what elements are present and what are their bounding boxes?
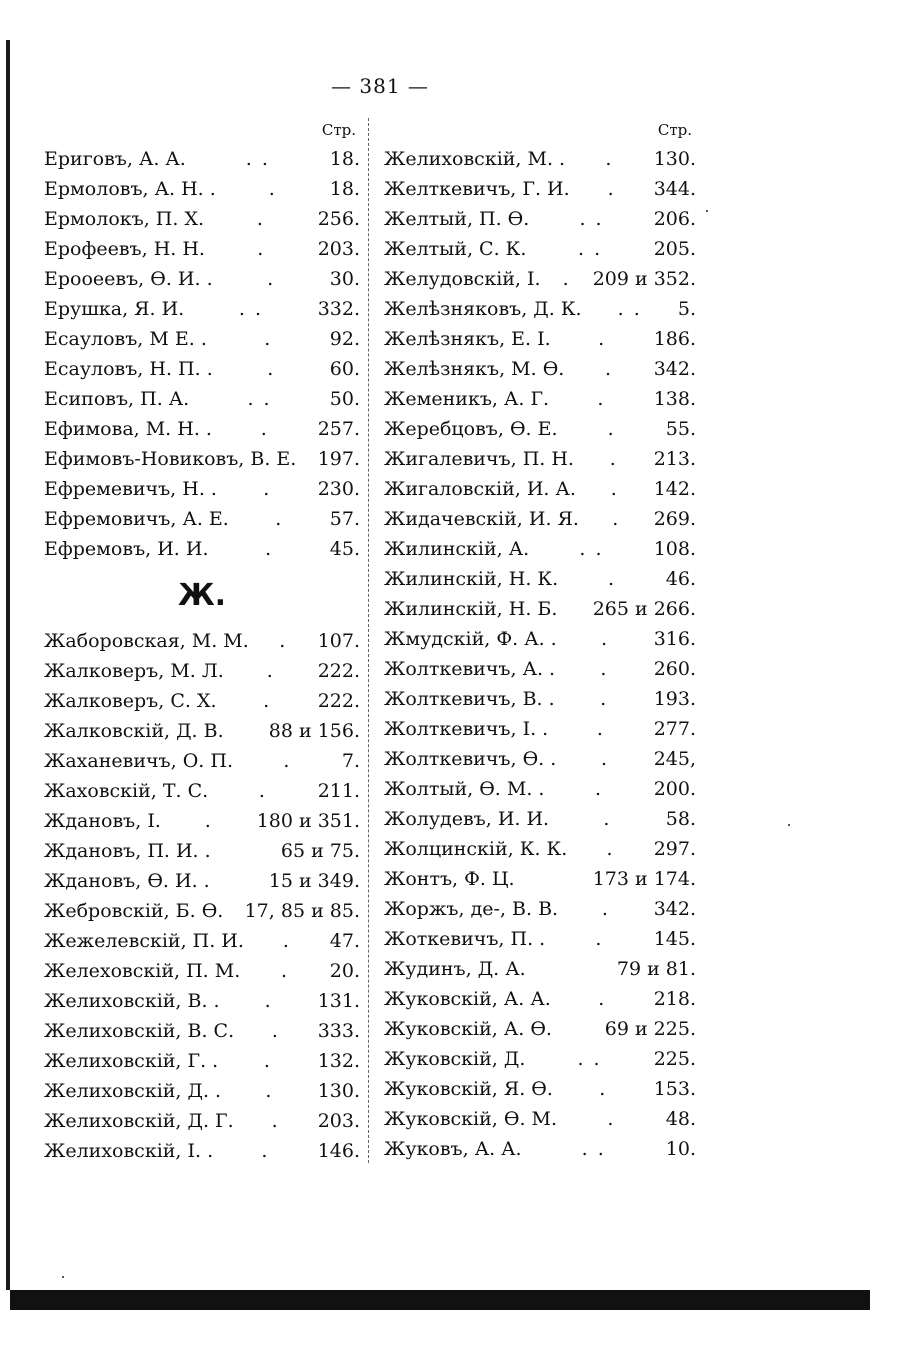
entry-leader: . <box>600 748 609 770</box>
entry-page: 211. <box>317 780 360 802</box>
index-entry <box>384 1134 696 1164</box>
entry-name: Жолткевичъ, А. . <box>384 658 556 680</box>
entry-page: 193. <box>653 688 696 710</box>
index-entry <box>384 1014 696 1044</box>
entry-leader: . <box>263 478 272 500</box>
entry-leader: . . <box>245 148 270 170</box>
entry-page: 18. <box>329 148 360 170</box>
page-left-edge <box>6 40 10 1290</box>
index-entry <box>384 174 696 204</box>
index-entry <box>384 774 696 804</box>
index-entry <box>384 1074 696 1104</box>
index-entry <box>44 264 360 294</box>
entry-page: 213. <box>653 448 696 470</box>
column-header: Стр. <box>321 121 356 139</box>
index-entry <box>384 654 696 684</box>
entry-page: 230. <box>317 478 360 500</box>
index-entry <box>384 384 696 414</box>
entry-leader: . . <box>577 238 603 260</box>
entry-page: 153. <box>653 1078 696 1100</box>
index-entry <box>44 776 360 806</box>
index-entry <box>44 444 360 474</box>
entry-leader: . <box>275 508 284 530</box>
entry-page: 50. <box>329 388 360 410</box>
entry-leader: . <box>283 750 292 772</box>
index-entry <box>44 474 360 504</box>
right-column <box>384 116 696 1164</box>
entry-name: Жеменикъ, А. Г. <box>384 388 550 410</box>
entry-leader: . <box>612 508 621 530</box>
index-entry <box>44 926 360 956</box>
entry-page: 245, <box>653 748 696 770</box>
entry-page: 256. <box>317 208 360 230</box>
index-entry <box>44 896 360 926</box>
entry-leader: . . <box>577 1048 602 1070</box>
index-list-zh <box>44 626 360 1166</box>
entry-page: 203. <box>317 238 360 260</box>
index-entry <box>44 234 360 264</box>
index-entry <box>384 504 696 534</box>
entry-name: Жуковъ, А. А. <box>384 1138 522 1160</box>
entry-page: 15 и 349. <box>268 870 360 892</box>
index-entry <box>44 324 360 354</box>
entry-leader: . <box>264 328 273 350</box>
speck <box>788 824 790 826</box>
entry-leader: . <box>604 358 614 380</box>
index-entry <box>44 174 360 204</box>
entry-name: Желеховскій, П. М. <box>44 960 241 982</box>
entry-leader: . <box>598 328 607 350</box>
entry-page: 205. <box>653 238 696 260</box>
entry-name: Жолудевъ, И. И. <box>384 808 550 830</box>
entry-name: Желиховскій, Д. . <box>44 1080 222 1102</box>
entry-page: 344. <box>653 178 696 200</box>
index-entry <box>44 204 360 234</box>
entry-page: 65 и 75. <box>280 840 360 862</box>
index-entry <box>384 204 696 234</box>
entry-leader: . . <box>581 1138 606 1160</box>
index-entry <box>44 1046 360 1076</box>
column-separator <box>368 118 373 1163</box>
index-entry <box>44 1136 360 1166</box>
entry-name: Жолтый, Ѳ. М. . <box>384 778 545 800</box>
entry-name: Есауловъ, М Е. . <box>44 328 207 350</box>
entry-name: Жаборовская, М. М. <box>44 630 249 652</box>
entry-page: 342. <box>653 358 696 380</box>
index-entry <box>44 626 360 656</box>
entry-page: 131. <box>317 990 360 1012</box>
entry-name: Есауловъ, Н. П. . <box>44 358 213 380</box>
entry-name: Жонтъ, Ф. Ц. <box>384 868 515 890</box>
entry-leader: . <box>266 660 275 682</box>
entry-leader: . <box>595 928 604 950</box>
entry-name: Жудинъ, Д. А. <box>384 958 526 980</box>
entry-name: Желиховскій, В. . <box>44 990 220 1012</box>
entry-leader: . <box>607 418 616 440</box>
entry-name: Ермоловъ, А. Н. . <box>44 178 216 200</box>
entry-name: Жуковскій, Д. <box>384 1048 526 1070</box>
entry-page: 297. <box>653 838 696 860</box>
entry-name: Жмудскій, Ф. А. . <box>384 628 557 650</box>
entry-page: 30. <box>329 268 360 290</box>
entry-leader: . . <box>579 538 604 560</box>
index-entry <box>44 656 360 686</box>
entry-leader: . <box>562 268 571 290</box>
entry-page: 186. <box>653 328 696 350</box>
entry-name: Жуковскій, А. А. <box>384 988 551 1010</box>
entry-name: Желиховскій, Г. . <box>44 1050 219 1072</box>
entry-page: 20. <box>329 960 360 982</box>
index-entry <box>384 954 696 984</box>
entry-page: 58. <box>665 808 696 830</box>
index-entry <box>384 144 696 174</box>
index-entry <box>384 564 696 594</box>
entry-leader: . <box>599 1078 608 1100</box>
entry-name: Желиховскій, Д. Г. <box>44 1110 234 1132</box>
index-entry <box>384 804 696 834</box>
entry-page: 48. <box>665 1108 696 1130</box>
entry-name: Жилинскій, А. <box>384 538 530 560</box>
entry-page: 108. <box>653 538 696 560</box>
entry-page: 209 и 352. <box>592 268 696 290</box>
entry-name: Жилинскій, Н. Б. <box>384 598 558 620</box>
entry-leader: . <box>600 658 609 680</box>
index-entry <box>44 354 360 384</box>
entry-leader: . <box>607 568 616 590</box>
entry-leader: . <box>601 628 610 650</box>
entry-page: 197. <box>317 448 360 470</box>
entry-name: Жолткевичъ, I. . <box>384 718 549 740</box>
entry-name: Жаханевичъ, О. П. <box>44 750 233 772</box>
index-entry <box>384 924 696 954</box>
entry-leader: . . <box>617 298 642 320</box>
index-entry <box>384 1104 696 1134</box>
entry-page: 79 и 81. <box>616 958 696 980</box>
entry-name: Жоткевичъ, П. . <box>384 928 546 950</box>
entry-leader: . . <box>238 298 263 320</box>
entry-name: Жуковскій, Я. Ѳ. <box>384 1078 553 1100</box>
entry-page: 46. <box>665 568 696 590</box>
entry-leader: . <box>279 630 288 652</box>
entry-name: Ерооеевъ, Ѳ. И. . <box>44 268 213 290</box>
index-entry <box>44 746 360 776</box>
entry-page: 333. <box>317 1020 360 1042</box>
page-number: — 381 — <box>331 74 429 98</box>
entry-name: Ефимовъ-Новиковъ, В. Е. <box>44 448 297 470</box>
index-entry <box>44 866 360 896</box>
entry-name: Ждановъ, I. <box>44 810 161 832</box>
index-entry <box>44 1016 360 1046</box>
entry-page: 269. <box>653 508 696 530</box>
entry-leader: . <box>280 960 290 982</box>
index-entry <box>44 986 360 1016</box>
entry-name: Ерофеевъ, Н. Н. <box>44 238 205 260</box>
entry-page: 277. <box>653 718 696 740</box>
entry-leader: . . <box>579 208 604 230</box>
entry-name: Ефремовъ, И. И. <box>44 538 209 560</box>
entry-name: Ерушка, Я. И. <box>44 298 185 320</box>
entry-leader: . <box>256 208 265 230</box>
entry-leader: . <box>609 448 618 470</box>
entry-name: Ждановъ, П. И. . <box>44 840 211 862</box>
column-header: Стр. <box>657 121 692 139</box>
index-list-e <box>44 144 360 564</box>
entry-leader: . <box>606 838 615 860</box>
index-entry <box>44 384 360 414</box>
entry-name: Желѣзнякъ, М. Ѳ. <box>384 358 565 380</box>
entry-page: 173 и 174. <box>592 868 696 890</box>
entry-page: 47. <box>329 930 360 952</box>
entry-page: 60. <box>329 358 360 380</box>
entry-leader: . <box>257 238 266 260</box>
entry-leader: . <box>271 1110 280 1132</box>
index-entry <box>384 1044 696 1074</box>
entry-name: Жежелевскій, П. И. <box>44 930 244 952</box>
entry-page: 332. <box>317 298 360 320</box>
entry-leader: . <box>603 808 612 830</box>
entry-page: 265 и 266. <box>592 598 696 620</box>
entry-name: Жуковскій, А. Ѳ. <box>384 1018 552 1040</box>
entry-name: Желтый, С. К. <box>384 238 527 260</box>
entry-page: 342. <box>653 898 696 920</box>
entry-name: Ефремовичъ, А. Е. <box>44 508 229 530</box>
entry-name: Жалковеръ, М. Л. <box>44 660 224 682</box>
index-entry <box>384 984 696 1014</box>
entry-name: Жалковеръ, С. Х. <box>44 690 217 712</box>
entry-leader: . <box>600 688 609 710</box>
entry-page: 146. <box>317 1140 360 1162</box>
entry-name: Жалковскій, Д. В. <box>44 720 224 742</box>
entry-page: 92. <box>329 328 360 350</box>
entry-name: Жеребцовъ, Ѳ. Е. <box>384 418 558 440</box>
index-entry <box>384 324 696 354</box>
entry-leader: . <box>607 1108 616 1130</box>
index-entry <box>44 716 360 746</box>
entry-leader: . <box>610 478 619 500</box>
index-entry <box>44 414 360 444</box>
entry-leader: . <box>265 1080 274 1102</box>
entry-name: Жолткевичъ, Ѳ. . <box>384 748 557 770</box>
entry-name: Желткевичъ, Г. И. <box>384 178 570 200</box>
entry-leader: . <box>258 780 267 802</box>
index-entry <box>44 534 360 564</box>
left-column <box>44 116 360 1166</box>
entry-leader: . <box>271 1020 280 1042</box>
entry-leader: . <box>598 988 607 1010</box>
index-entry <box>44 956 360 986</box>
index-entry <box>44 806 360 836</box>
entry-page: 17, 85 и 85. <box>244 900 360 922</box>
entry-page: 45. <box>329 538 360 560</box>
index-entry <box>384 474 696 504</box>
entry-page: 206. <box>653 208 696 230</box>
entry-name: Жидачевскій, И. Я. <box>384 508 579 530</box>
entry-page: 260. <box>653 658 696 680</box>
index-entry <box>384 234 696 264</box>
entry-name: Ефремевичъ, Н. . <box>44 478 217 500</box>
index-entry <box>44 1106 360 1136</box>
entry-leader: . <box>265 538 274 560</box>
entry-page: 18. <box>329 178 360 200</box>
entry-page: 7. <box>341 750 360 772</box>
index-entry <box>384 534 696 564</box>
index-entry <box>44 504 360 534</box>
section-heading: Ж. <box>177 578 227 613</box>
entry-leader: . <box>601 898 610 920</box>
entry-leader: . <box>595 778 604 800</box>
entry-leader: . <box>261 1140 270 1162</box>
entry-name: Желѣзнякъ, Е. I. <box>384 328 551 350</box>
entry-name: Желиховскій, В. С. <box>44 1020 235 1042</box>
index-entry <box>384 294 696 324</box>
index-entry <box>384 834 696 864</box>
index-entry <box>384 684 696 714</box>
index-entry <box>384 414 696 444</box>
entry-name: Ермолокъ, П. Х. <box>44 208 205 230</box>
entry-page: 132. <box>317 1050 360 1072</box>
entry-page: 69 и 225. <box>604 1018 696 1040</box>
entry-page: 203. <box>317 1110 360 1132</box>
entry-page: 5. <box>677 298 696 320</box>
entry-name: Жолткевичъ, В. . <box>384 688 555 710</box>
entry-name: Есиповъ, П. А. <box>44 388 190 410</box>
entry-name: Жаховскій, Т. С. <box>44 780 209 802</box>
entry-page: 180 и 351. <box>256 810 360 832</box>
entry-name: Ждановъ, Ѳ. И. . <box>44 870 210 892</box>
entry-name: Жебровскій, Б. Ѳ. <box>44 900 224 922</box>
entry-name: Желѣзняковъ, Д. К. <box>384 298 582 320</box>
entry-page: 130. <box>317 1080 360 1102</box>
entry-name: Жуковскій, Ѳ. М. <box>384 1108 558 1130</box>
entry-leader: . . <box>247 388 272 410</box>
entry-page: 145. <box>653 928 696 950</box>
entry-name: Жоржъ, де-, В. В. <box>384 898 559 920</box>
index-entry <box>384 864 696 894</box>
entry-name: Желудовскій, I. <box>384 268 541 290</box>
index-entry <box>384 894 696 924</box>
entry-page: 218. <box>653 988 696 1010</box>
entry-page: 107. <box>317 630 360 652</box>
index-entry <box>384 354 696 384</box>
index-entry <box>44 686 360 716</box>
entry-leader: . <box>282 930 291 952</box>
entry-leader: . <box>267 358 276 380</box>
index-entry <box>44 294 360 324</box>
entry-name: Жигаловскій, И. А. <box>384 478 576 500</box>
entry-leader: . <box>597 388 606 410</box>
index-entry <box>384 444 696 474</box>
entry-leader: . <box>264 990 273 1012</box>
entry-page: 257. <box>317 418 360 440</box>
entry-page: 10. <box>665 1138 696 1160</box>
index-entry <box>384 624 696 654</box>
index-entry <box>44 1076 360 1106</box>
index-entry <box>384 744 696 774</box>
entry-page: 88 и 156. <box>268 720 360 742</box>
entry-leader: . <box>204 810 213 832</box>
entry-page: 55. <box>665 418 696 440</box>
speck <box>62 1276 64 1278</box>
index-entry <box>384 594 696 624</box>
entry-page: 222. <box>317 690 360 712</box>
entry-page: 316. <box>653 628 696 650</box>
page-bottom-edge <box>10 1290 870 1310</box>
entry-leader: . <box>260 418 269 440</box>
entry-page: 222. <box>317 660 360 682</box>
index-entry <box>384 714 696 744</box>
entry-name: Жолцинскій, К. К. <box>384 838 568 860</box>
index-list-zh-continued <box>384 144 696 1164</box>
entry-name: Желиховскій, М. . <box>384 148 566 170</box>
entry-page: 225. <box>653 1048 696 1070</box>
entry-page: 138. <box>653 388 696 410</box>
index-entry <box>384 264 696 294</box>
entry-leader: . <box>607 178 616 200</box>
entry-name: Жилинскій, Н. К. <box>384 568 559 590</box>
entry-page: 130. <box>653 148 696 170</box>
entry-name: Жигалевичъ, П. Н. <box>384 448 574 470</box>
entry-leader: . <box>596 718 605 740</box>
entry-page: 142. <box>653 478 696 500</box>
entry-leader: . <box>605 148 614 170</box>
speck <box>706 210 708 212</box>
index-entry <box>44 144 360 174</box>
index-entry <box>44 836 360 866</box>
entry-name: Ериговъ, А. А. <box>44 148 186 170</box>
entry-name: Ефимова, М. Н. . <box>44 418 212 440</box>
entry-page: 57. <box>329 508 360 530</box>
entry-name: Желтый, П. Ѳ. <box>384 208 530 230</box>
entry-page: 200. <box>653 778 696 800</box>
entry-leader: . <box>263 690 272 712</box>
entry-leader: . <box>263 1050 272 1072</box>
entry-name: Желиховскій, I. . <box>44 1140 214 1162</box>
entry-leader: . <box>267 268 276 290</box>
entry-leader: . <box>268 178 277 200</box>
